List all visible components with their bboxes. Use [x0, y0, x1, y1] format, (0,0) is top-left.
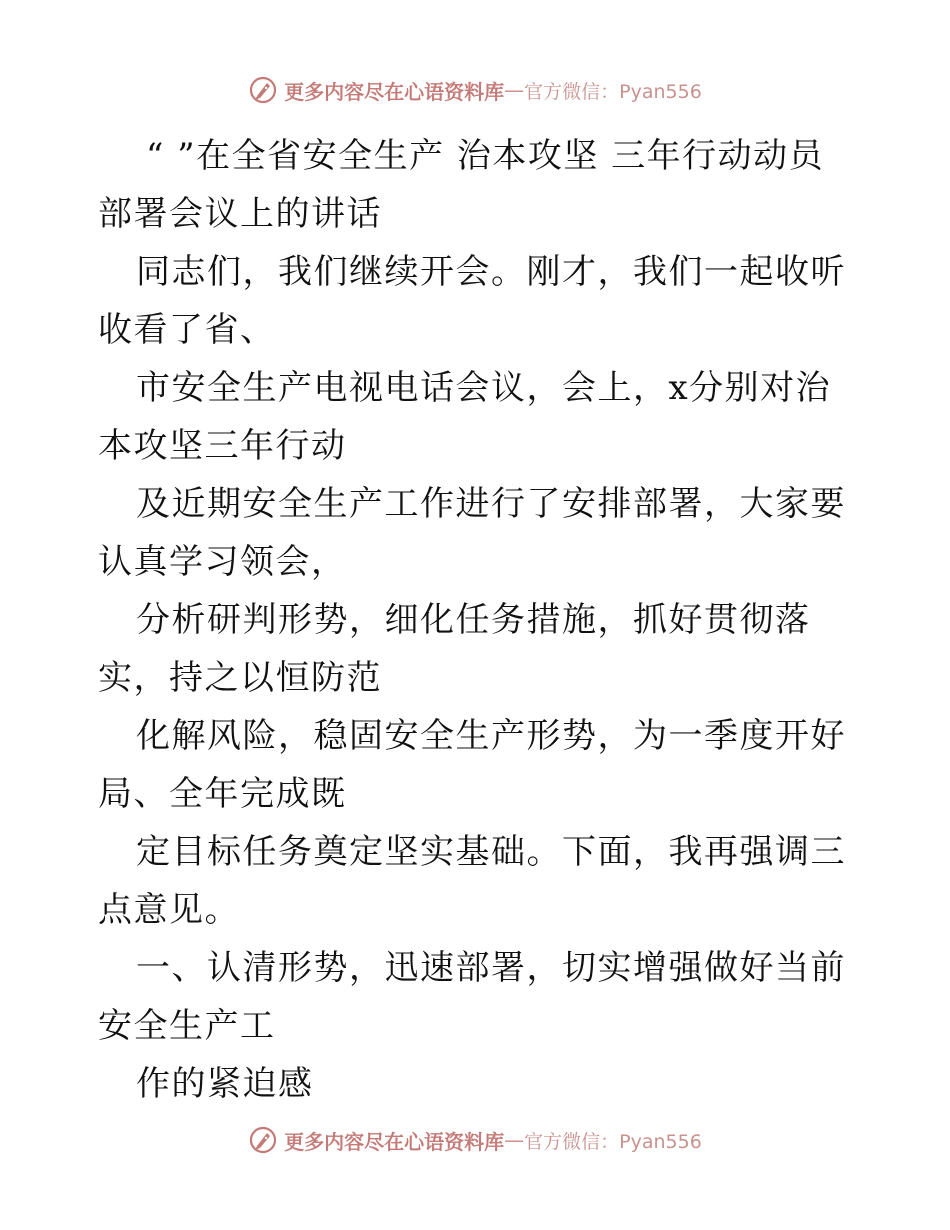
- banner-promo-text: 更多内容尽在心语资料库: [284, 79, 505, 104]
- banner-separator: —: [504, 78, 525, 102]
- paragraph: 及近期安全生产工作进行了安排部署，大家要认真学习领会，: [98, 484, 846, 582]
- footer-banner: [0, 1120, 950, 1160]
- pen-nib-circle-icon: [248, 1125, 278, 1155]
- section-heading: 一、认清形势，迅速部署，切实增强做好当前安全生产工: [98, 948, 846, 1046]
- banner-promo-text: 更多内容尽在心语资料库: [284, 1129, 505, 1154]
- header-banner: [0, 70, 950, 110]
- document-body: [98, 127, 858, 1113]
- pen-nib-circle-icon: [248, 75, 278, 105]
- paragraph: 定目标任务奠定坚实基础。下面，我再强调三点意见。: [98, 832, 846, 930]
- paragraph: 化解风险，稳固安全生产形势，为一季度开好局、全年完成既: [98, 716, 846, 814]
- paragraph: 市安全生产电视电话会议，会上，x分别对治本攻坚三年行动: [98, 368, 832, 466]
- paragraph: 同志们，我们继续开会。刚才，我们一起收听收看了省、: [98, 252, 846, 350]
- document-title: “ ”在全省安全生产 治本攻坚 三年行动动员部署会议上的讲话: [98, 136, 825, 234]
- paragraph: 分析研判形势，细化任务措施，抓好贯彻落实，持之以恒防范: [98, 600, 811, 698]
- paragraph: 作的紧迫感: [136, 1064, 314, 1104]
- banner-contact-text: 官方微信：Pyan556: [524, 80, 702, 103]
- banner-contact-text: 官方微信：Pyan556: [524, 1130, 702, 1153]
- banner-separator: —: [504, 1128, 525, 1152]
